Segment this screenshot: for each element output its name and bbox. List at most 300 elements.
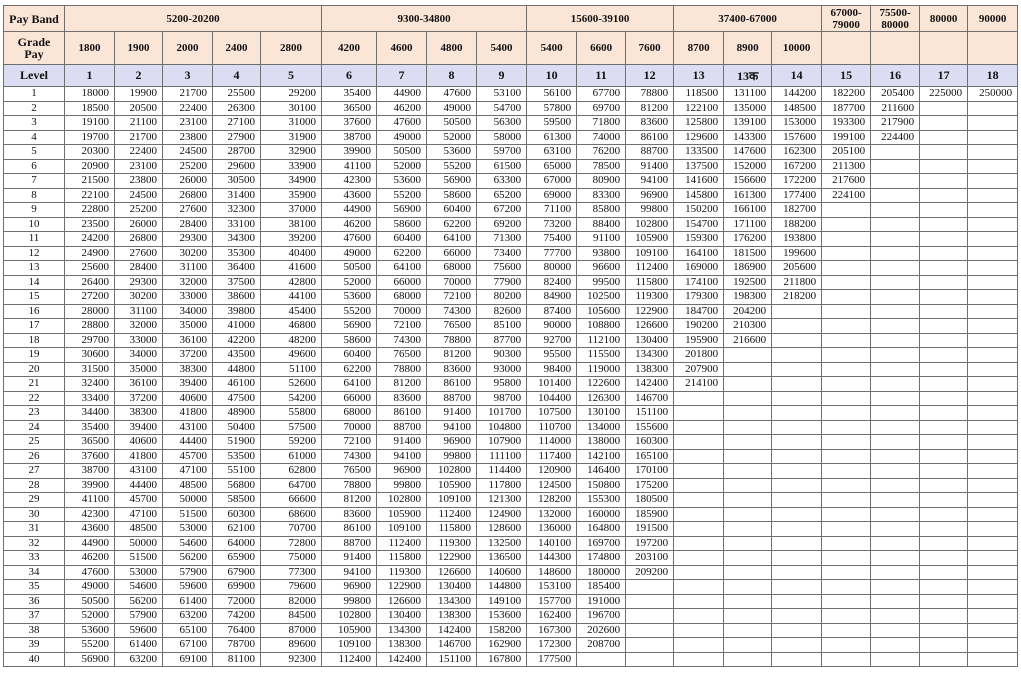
row-index-cell: 28 [4,478,65,493]
pay-cell: 115800 [626,275,674,290]
pay-cell: 70000 [427,275,477,290]
pay-cell: 43600 [65,522,115,537]
pay-cell: 94100 [322,565,377,580]
pay-cell: 50000 [163,493,213,508]
pay-cell [724,391,772,406]
table-row [4,261,1018,276]
pay-cell: 31500 [65,362,115,377]
pay-cell: 84900 [527,290,577,305]
grade-pay-cell: 2400 [213,32,261,65]
pay-cell: 24900 [65,246,115,261]
pay-cell [674,522,724,537]
pay-cell [822,536,871,551]
pay-cell: 88700 [626,145,674,160]
pay-cell: 32400 [65,377,115,392]
pay-cell [724,638,772,653]
pay-cell: 114400 [477,464,527,479]
pay-cell [968,304,1018,319]
pay-cell: 49000 [322,246,377,261]
pay-cell [626,580,674,595]
pay-cell [724,522,772,537]
pay-cell: 129600 [674,130,724,145]
pay-cell: 207900 [674,362,724,377]
pay-cell: 76200 [577,145,626,160]
pay-cell: 51900 [213,435,261,450]
pay-cell: 182200 [822,87,871,102]
pay-cell [674,464,724,479]
pay-cell [822,217,871,232]
table-row [4,362,1018,377]
grade-pay-cell: 5400 [477,32,527,65]
pay-cell: 48200 [261,333,322,348]
pay-cell: 191500 [626,522,674,537]
pay-cell: 224100 [822,188,871,203]
row-index-cell: 32 [4,536,65,551]
pay-cell: 69000 [527,188,577,203]
pay-cell: 96900 [427,435,477,450]
pay-cell: 109100 [626,246,674,261]
pay-cell [724,565,772,580]
pay-cell: 22100 [65,188,115,203]
pay-cell [674,594,724,609]
pay-cell [822,565,871,580]
pay-cell: 105900 [322,623,377,638]
pay-cell [772,420,822,435]
pay-cell: 101700 [477,406,527,421]
pay-cell: 102800 [427,464,477,479]
pay-cell [920,391,968,406]
table-row [4,623,1018,638]
pay-cell: 46200 [377,101,427,116]
pay-cell [724,348,772,363]
pay-cell [871,551,920,566]
pay-cell: 74000 [577,130,626,145]
pay-cell: 38300 [115,406,163,421]
pay-cell: 57900 [163,565,213,580]
pay-cell: 30100 [261,101,322,116]
pay-cell: 166100 [724,203,772,218]
pay-cell [871,638,920,653]
pay-cell: 181500 [724,246,772,261]
level-cell: 4 [213,65,261,87]
pay-cell: 61000 [261,449,322,464]
pay-cell [772,391,822,406]
row-index-cell: 1 [4,87,65,102]
pay-cell: 122600 [577,377,626,392]
pay-cell: 193800 [772,232,822,247]
pay-cell [920,116,968,131]
pay-cell [920,362,968,377]
pay-cell: 39900 [65,478,115,493]
pay-cell: 162300 [772,145,822,160]
pay-cell: 250000 [968,87,1018,102]
pay-cell: 56200 [115,594,163,609]
pay-cell: 47600 [427,87,477,102]
pay-cell [968,116,1018,131]
pay-cell: 56800 [213,478,261,493]
pay-cell: 37600 [322,116,377,131]
pay-cell: 58600 [427,188,477,203]
pay-cell: 48900 [213,406,261,421]
grade-pay-cell: 6600 [577,32,626,65]
pay-cell: 68000 [322,406,377,421]
pay-cell: 205600 [772,261,822,276]
row-index-cell: 38 [4,623,65,638]
pay-cell: 47600 [377,116,427,131]
pay-cell: 35400 [322,87,377,102]
pay-cell: 41800 [163,406,213,421]
pay-cell [822,275,871,290]
pay-cell [772,449,822,464]
pay-cell: 34400 [65,406,115,421]
pay-cell [920,449,968,464]
pay-cell [920,304,968,319]
pay-cell [822,652,871,667]
pay-cell [871,464,920,479]
pay-cell [772,333,822,348]
pay-cell: 111100 [477,449,527,464]
level-label: Level [4,65,65,87]
pay-cell [871,580,920,595]
pay-cell: 40600 [115,435,163,450]
pay-matrix-body [4,87,1018,667]
pay-cell: 29200 [261,87,322,102]
pay-cell [871,652,920,667]
pay-cell: 33000 [163,290,213,305]
pay-cell [674,536,724,551]
pay-cell: 22400 [115,145,163,160]
pay-cell: 20500 [115,101,163,116]
pay-cell: 126600 [377,594,427,609]
pay-cell [724,536,772,551]
pay-cell [871,609,920,624]
pay-cell [871,435,920,450]
pay-cell: 108800 [577,319,626,334]
pay-cell: 52000 [427,130,477,145]
table-row [4,609,1018,624]
pay-cell: 188200 [772,217,822,232]
pay-cell: 60400 [377,232,427,247]
pay-cell: 34000 [115,348,163,363]
pay-cell [674,406,724,421]
pay-cell: 105900 [377,507,427,522]
pay-cell: 88700 [427,391,477,406]
pay-cell [968,435,1018,450]
pay-cell [724,652,772,667]
pay-cell: 87700 [477,333,527,348]
pay-cell [822,435,871,450]
pay-cell: 46800 [261,319,322,334]
pay-cell [822,478,871,493]
pay-cell: 122100 [674,101,724,116]
pay-cell: 156600 [724,174,772,189]
pay-cell: 155300 [577,493,626,508]
level-cell: 11 [577,65,626,87]
pay-cell: 49000 [377,130,427,145]
pay-cell: 146400 [577,464,626,479]
row-index-cell: 19 [4,348,65,363]
pay-cell [968,130,1018,145]
pay-cell: 63200 [163,609,213,624]
pay-cell: 83600 [626,116,674,131]
pay-cell: 134300 [626,348,674,363]
pay-cell: 73200 [527,217,577,232]
pay-cell [871,174,920,189]
grade-pay-cell [920,32,968,65]
pay-cell: 115800 [427,522,477,537]
pay-cell: 36400 [213,261,261,276]
pay-cell [871,188,920,203]
pay-cell: 30500 [213,174,261,189]
row-index-cell: 27 [4,464,65,479]
pay-cell: 225000 [920,87,968,102]
pay-cell: 167300 [527,623,577,638]
pay-cell: 67000 [527,174,577,189]
pay-cell: 95500 [527,348,577,363]
pay-cell: 191000 [577,594,626,609]
pay-cell: 31100 [163,261,213,276]
pay-band-cell: 9300-34800 [322,6,527,32]
pay-cell: 36500 [65,435,115,450]
pay-cell: 78800 [427,333,477,348]
pay-cell: 62100 [213,522,261,537]
pay-cell: 134000 [577,420,626,435]
pay-cell: 81200 [427,348,477,363]
pay-cell: 143300 [724,130,772,145]
pay-cell: 82600 [477,304,527,319]
pay-cell: 161300 [724,188,772,203]
pay-cell [871,304,920,319]
pay-cell [674,391,724,406]
level-cell: 5 [261,65,322,87]
pay-cell: 27600 [163,203,213,218]
pay-cell: 28400 [163,217,213,232]
pay-cell: 71800 [577,116,626,131]
pay-cell: 74300 [322,449,377,464]
pay-cell: 78800 [322,478,377,493]
pay-cell: 180000 [577,565,626,580]
pay-cell: 73400 [477,246,527,261]
pay-cell: 89600 [261,638,322,653]
pay-cell: 68600 [261,507,322,522]
pay-cell: 172200 [772,174,822,189]
pay-cell: 23800 [115,174,163,189]
pay-cell: 58000 [477,130,527,145]
pay-cell [822,638,871,653]
pay-cell: 145800 [674,188,724,203]
pay-cell: 83600 [377,391,427,406]
level-cell: 13क [724,65,772,87]
pay-cell: 59500 [527,116,577,131]
pay-cell: 184700 [674,304,724,319]
pay-cell: 217600 [822,174,871,189]
pay-cell: 185900 [626,507,674,522]
pay-cell [920,478,968,493]
pay-cell: 57500 [261,420,322,435]
pay-cell: 24200 [65,232,115,247]
pay-cell: 47600 [322,232,377,247]
pay-cell: 205400 [871,87,920,102]
pay-cell: 96900 [377,464,427,479]
pay-cell: 35900 [261,188,322,203]
pay-cell [772,348,822,363]
pay-cell: 87400 [527,304,577,319]
pay-cell: 33400 [65,391,115,406]
pay-cell: 31100 [115,304,163,319]
pay-cell: 153600 [477,609,527,624]
pay-cell: 216600 [724,333,772,348]
level-cell: 10 [527,65,577,87]
table-row [4,145,1018,160]
level-cell: 1 [65,65,115,87]
pay-cell: 67100 [163,638,213,653]
pay-cell: 49600 [261,348,322,363]
pay-cell [822,406,871,421]
pay-cell: 115500 [577,348,626,363]
pay-cell: 92300 [261,652,322,667]
pay-cell: 37200 [163,348,213,363]
pay-cell [871,391,920,406]
pay-cell: 20300 [65,145,115,160]
pay-cell [772,594,822,609]
pay-cell: 32000 [115,319,163,334]
row-index-cell: 21 [4,377,65,392]
pay-cell [822,391,871,406]
pay-cell: 77900 [477,275,527,290]
pay-cell: 51500 [163,507,213,522]
pay-cell [871,536,920,551]
pay-cell: 44800 [213,362,261,377]
pay-cell: 99800 [626,203,674,218]
pay-cell: 68000 [427,261,477,276]
pay-cell: 70700 [261,522,322,537]
pay-cell: 25200 [163,159,213,174]
pay-cell [871,290,920,305]
pay-cell: 35400 [65,420,115,435]
pay-cell: 66000 [322,391,377,406]
pay-cell: 78800 [626,87,674,102]
pay-band-cell: 80000 [920,6,968,32]
pay-cell [674,420,724,435]
pay-cell: 23800 [163,130,213,145]
pay-cell: 50400 [213,420,261,435]
pay-cell: 203100 [626,551,674,566]
pay-cell: 38700 [65,464,115,479]
pay-cell: 91100 [577,232,626,247]
pay-cell [871,623,920,638]
pay-cell: 88700 [377,420,427,435]
pay-cell: 54600 [163,536,213,551]
pay-cell: 31000 [261,116,322,131]
pay-cell: 59700 [477,145,527,160]
pay-cell: 48500 [115,522,163,537]
pay-cell: 75400 [527,232,577,247]
pay-cell: 18000 [65,87,115,102]
pay-cell: 88400 [577,217,626,232]
table-row [4,464,1018,479]
row-index-cell: 15 [4,290,65,305]
pay-cell [871,594,920,609]
pay-cell: 23500 [65,217,115,232]
pay-cell: 140100 [527,536,577,551]
pay-cell: 136000 [527,522,577,537]
table-row [4,522,1018,537]
pay-cell: 46200 [65,551,115,566]
pay-cell: 24500 [163,145,213,160]
pay-band-row [4,6,1018,32]
pay-cell [871,203,920,218]
pay-cell: 55100 [213,464,261,479]
pay-cell: 53600 [65,623,115,638]
pay-cell: 66600 [261,493,322,508]
pay-cell: 198300 [724,290,772,305]
pay-cell [822,449,871,464]
pay-cell: 119000 [577,362,626,377]
table-row [4,638,1018,653]
pay-cell: 105600 [577,304,626,319]
row-index-cell: 34 [4,565,65,580]
pay-cell: 53600 [427,145,477,160]
table-row [4,420,1018,435]
pay-cell: 66000 [427,246,477,261]
pay-cell: 53100 [477,87,527,102]
pay-cell [871,246,920,261]
pay-cell: 138000 [577,435,626,450]
pay-cell: 41000 [213,319,261,334]
pay-cell [822,594,871,609]
pay-cell: 61400 [163,594,213,609]
pay-cell: 47100 [163,464,213,479]
pay-cell: 55200 [377,188,427,203]
pay-cell [871,478,920,493]
pay-cell: 165100 [626,449,674,464]
pay-cell: 18500 [65,101,115,116]
pay-cell: 41100 [322,159,377,174]
pay-cell [968,145,1018,160]
pay-cell [822,551,871,566]
pay-cell: 54600 [115,580,163,595]
pay-cell: 38700 [322,130,377,145]
pay-cell [920,507,968,522]
pay-cell: 32300 [213,203,261,218]
pay-cell [724,464,772,479]
pay-cell [772,304,822,319]
pay-cell: 56900 [322,319,377,334]
pay-cell: 28800 [65,319,115,334]
pay-cell: 21700 [163,87,213,102]
pay-cell: 137500 [674,159,724,174]
pay-cell: 104400 [527,391,577,406]
pay-cell: 45700 [115,493,163,508]
pay-cell [822,246,871,261]
level-cell: 15 [822,65,871,87]
pay-cell: 95800 [477,377,527,392]
pay-cell [674,623,724,638]
pay-cell: 167800 [477,652,527,667]
pay-cell [968,652,1018,667]
pay-cell: 21100 [115,116,163,131]
pay-cell: 99800 [377,478,427,493]
pay-cell [674,478,724,493]
pay-cell: 164800 [577,522,626,537]
pay-cell: 126300 [577,391,626,406]
pay-cell [920,623,968,638]
pay-cell [822,464,871,479]
row-index-cell: 12 [4,246,65,261]
pay-cell: 81200 [377,377,427,392]
row-index-cell: 11 [4,232,65,247]
pay-band-label: Pay Band [4,6,65,32]
